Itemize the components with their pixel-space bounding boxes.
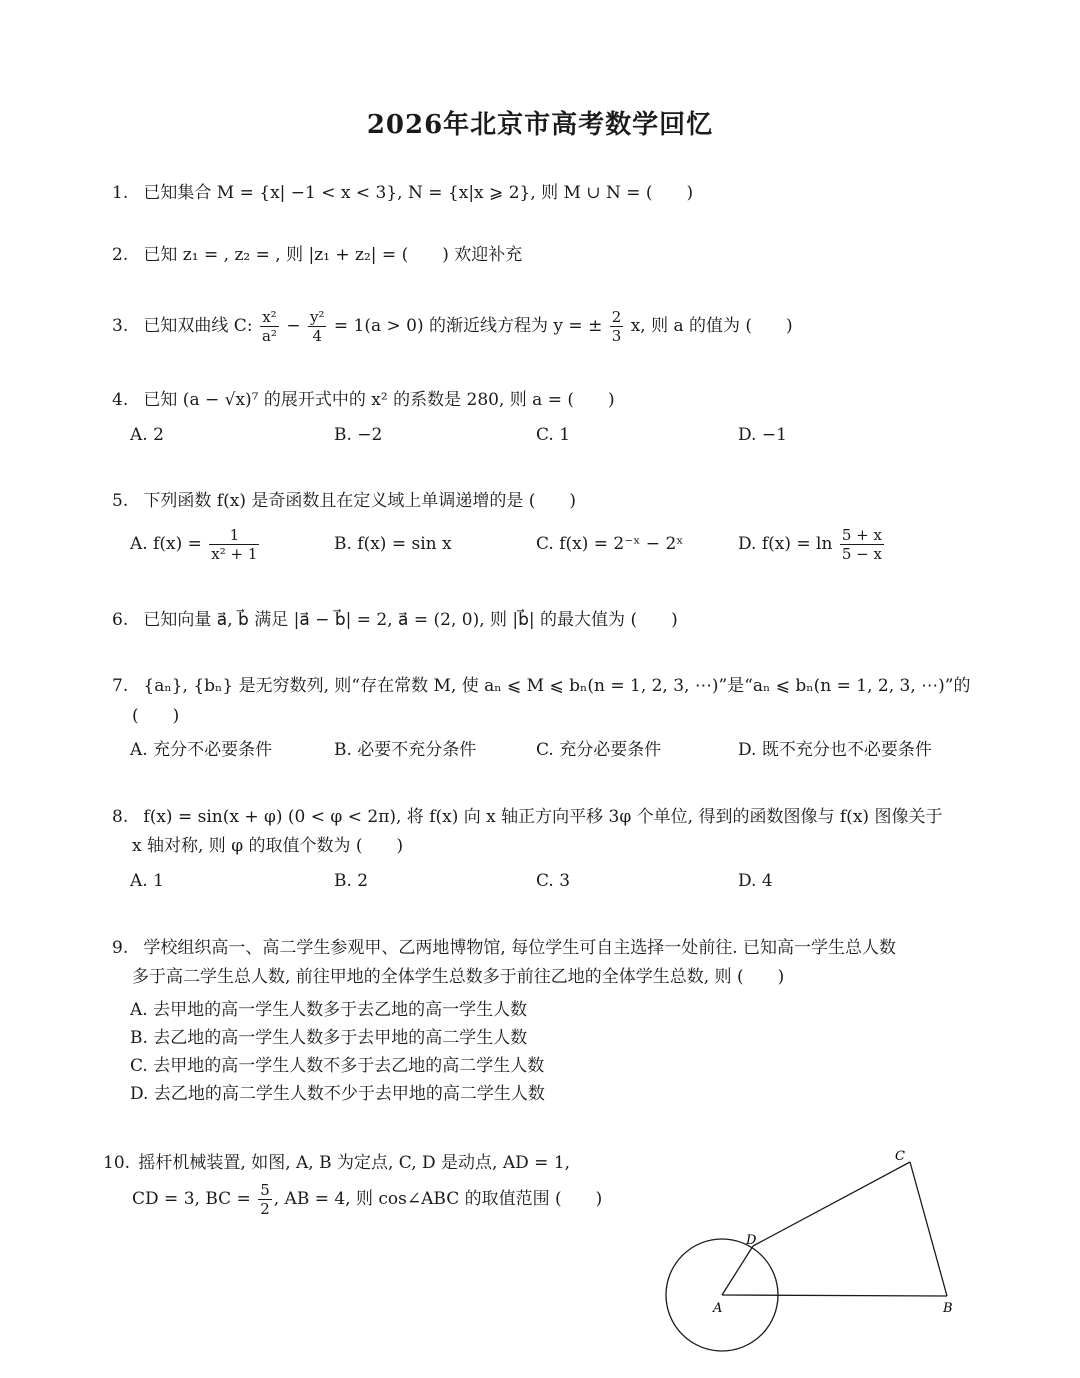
- option-c: C. 充分必要条件: [536, 740, 662, 760]
- fraction-numerator: 1: [209, 526, 259, 545]
- question-text: {aₙ}, {bₙ} 是无穷数列, 则“存在常数 M, 使 aₙ ⩽ M ⩽ bₙ(n = 1, 2, 3, ⋯)”是“aₙ ⩽ bₙ(n = 1, 2, 3, ⋯)”的: [143, 676, 971, 696]
- option-a: A. 充分不必要条件: [130, 740, 273, 760]
- fraction: [840, 526, 884, 563]
- fraction-numerator: 5: [260, 1181, 270, 1199]
- question-number: 8.: [112, 807, 129, 827]
- question-4: [112, 385, 992, 415]
- option-b: B. f(x) = sin x: [334, 534, 452, 554]
- option-b: B. 去乙地的高一学生人数多于去甲地的高二学生人数: [130, 1028, 528, 1048]
- option-c: C. 去甲地的高一学生人数不多于去乙地的高二学生人数: [130, 1056, 545, 1076]
- label-b: B: [943, 1301, 953, 1316]
- option-d: D. 4: [738, 871, 773, 891]
- question-text: 学校组织高一、高二学生参观甲、乙两地博物馆, 每位学生可自主选择一处前往. 已知高一学生总人数: [143, 938, 897, 958]
- question-number: 9.: [112, 938, 129, 958]
- question-9-continuation: 多于高二学生总人数, 前往甲地的全体学生总数多于前往乙地的全体学生总数, 则 ( ): [132, 967, 785, 987]
- question-9: [112, 933, 992, 963]
- fraction-numerator: x²: [260, 308, 279, 327]
- fraction-denominator: a²: [261, 327, 277, 345]
- label-a: A: [713, 1301, 723, 1316]
- fraction: [209, 526, 259, 563]
- segment-ab: [722, 1295, 947, 1296]
- fraction-numerator: 2: [611, 308, 622, 326]
- question-number: 7.: [112, 676, 129, 696]
- fraction: [308, 308, 327, 345]
- segment-dc: [753, 1162, 910, 1246]
- question-text: 已知 z₁ = , z₂ = , 则 |z₁ + z₂| = ( ) 欢迎补充: [143, 245, 523, 265]
- question-text-pre: 已知双曲线 C:: [143, 316, 258, 336]
- question-10-continuation: [132, 1178, 602, 1220]
- question-text-mid: = 1(a > 0) 的渐近线方程为 y = ±: [333, 316, 608, 336]
- option-b: B. −2: [334, 425, 383, 445]
- question-8: [112, 802, 992, 832]
- option-b: B. 2: [334, 871, 369, 891]
- option-c: C. 3: [536, 871, 571, 891]
- question-text-minus: −: [286, 316, 306, 336]
- question-1: [112, 178, 992, 208]
- fraction: [260, 308, 279, 345]
- question-number: 6.: [112, 610, 129, 630]
- question-text: 已知向量 a⃗, b⃗ 满足 |a⃗ − b⃗| = 2, a⃗ = (2, 0), 则 |b⃗| 的最大值为 ( ): [143, 610, 678, 630]
- option-a-pre: A. f(x) =: [130, 534, 208, 554]
- fraction-numerator: y²: [309, 308, 325, 326]
- fraction-denominator: 3: [611, 327, 622, 345]
- option-a: A. 去甲地的高一学生人数多于去乙地的高一学生人数: [130, 1000, 528, 1020]
- segment-ad: [722, 1246, 753, 1295]
- option-c: C. 1: [536, 425, 571, 445]
- continuation-pre: CD = 3, BC =: [132, 1189, 257, 1209]
- question-number: 2.: [112, 245, 129, 265]
- question-number: 3.: [112, 316, 129, 336]
- question-text: 下列函数 f(x) 是奇函数且在定义域上单调递增的是 ( ): [143, 491, 577, 511]
- question-2: [112, 240, 992, 270]
- segment-cb: [910, 1162, 947, 1296]
- question-text: 已知集合 M = {x| −1 < x < 3}, N = {x|x ⩾ 2}, 则 M ∪ N = ( ): [143, 183, 694, 203]
- options-row: [130, 735, 990, 765]
- fraction-denominator: x² + 1: [211, 545, 258, 563]
- question-text: 已知 (a − √x)⁷ 的展开式中的 x² 的系数是 280, 则 a = ( ): [143, 390, 615, 410]
- option-d: D. 去乙地的高二学生人数不少于去甲地的高二学生人数: [130, 1084, 545, 1104]
- option-c: C. f(x) = 2⁻ˣ − 2ˣ: [536, 534, 684, 554]
- fraction: [258, 1181, 272, 1218]
- label-c: C: [895, 1149, 905, 1164]
- question-5: [112, 486, 992, 516]
- options-row: [130, 420, 990, 450]
- question-6: [112, 605, 992, 635]
- option-d: [738, 522, 886, 566]
- fraction-denominator: 5 − x: [841, 545, 882, 563]
- question-number: 5.: [112, 491, 129, 511]
- question-number: 4.: [112, 390, 129, 410]
- option-d: D. −1: [738, 425, 787, 445]
- continuation-post: , AB = 4, 则 cos∠ABC 的取值范围 ( ): [273, 1189, 603, 1209]
- question-3: [112, 306, 992, 346]
- fraction-numerator: 5 + x: [841, 526, 882, 544]
- question-number: 1.: [112, 183, 129, 203]
- page-title: 2026年北京市高考数学回忆: [366, 110, 714, 140]
- question-7: [112, 671, 992, 701]
- question-number: 10.: [103, 1153, 131, 1173]
- option-a: A. 2: [130, 425, 164, 445]
- linkage-figure: [655, 1140, 975, 1360]
- question-text-post: x, 则 a 的值为 ( ): [630, 316, 793, 336]
- fraction: [610, 308, 624, 345]
- fraction-denominator: 4: [312, 327, 322, 345]
- option-d-pre: D. f(x) = ln: [738, 534, 838, 554]
- option-b: B. 必要不充分条件: [334, 740, 477, 760]
- option-a: A. 1: [130, 871, 164, 891]
- question-text: f(x) = sin(x + φ) (0 < φ < 2π), 将 f(x) 向 x 轴正方向平移 3φ 个单位, 得到的函数图像与 f(x) 图像关于: [143, 807, 943, 827]
- options-row: [130, 522, 990, 566]
- option-d: D. 既不充分也不必要条件: [738, 740, 932, 760]
- label-d: D: [746, 1233, 757, 1248]
- question-8-continuation: x 轴对称, 则 φ 的取值个数为 ( ): [132, 836, 404, 856]
- question-7-continuation: ( ): [132, 706, 180, 726]
- question-text: 摇杆机械装置, 如图, A, B 为定点, C, D 是动点, AD = 1,: [138, 1153, 571, 1173]
- fraction-denominator: 2: [260, 1200, 270, 1218]
- options-row: [130, 866, 990, 896]
- option-a: [130, 522, 261, 566]
